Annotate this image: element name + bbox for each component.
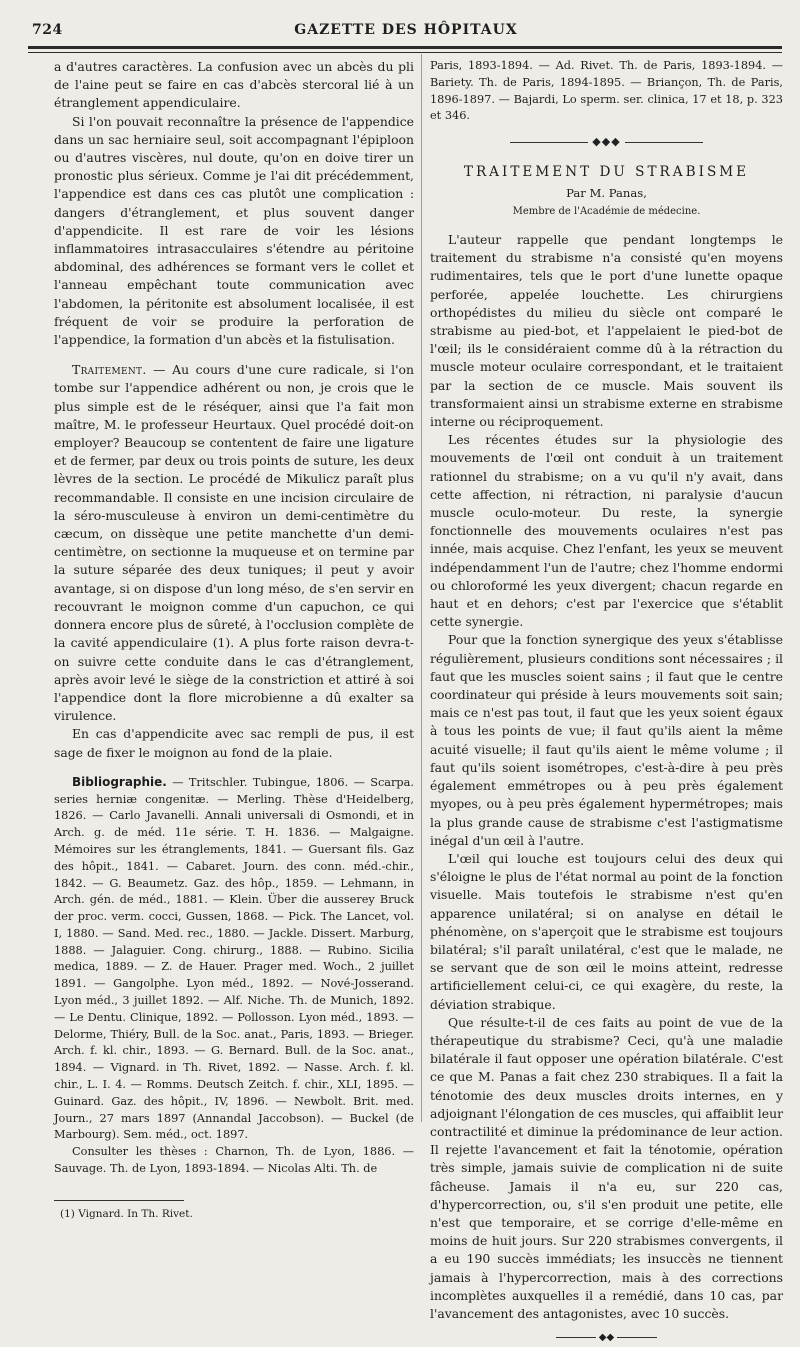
section-title: TRAITEMENT DU STRABISME <box>463 164 750 181</box>
footnote: (1) Vignard. In Th. Rivet. <box>60 1207 193 1220</box>
paragraph: Pour que la fonction synergique des yeux s'établisse régulièrement, plusieurs conditions sont nécessaires ; il faut que les muscles soient sains ; il faut que le centre coordinateur qui préside à leurs mouvements soit sain; mais ce n'est pas tout, il faut que les yeux soient égaux à tous les points de vue; il faut qu'ils aient la même acuité visuelle; il faut qu'ils aient le même volume ; il faut qu'ils soient isométropes, c'est-à-dire à peu près également emmétropes ou à peu près également myopes, ou à peu près également hypermétropes; mais la plus grande cause de strabisme c'est l'astigmatisme inégal d'un œil à l'autre. <box>430 632 783 848</box>
bibliography <box>54 774 414 1178</box>
page-header <box>30 18 782 44</box>
treatment-text: — Au cours d'une cure radicale, si l'on tombe sur l'appendice adhérent ou non, je crois que le plus simple est de le réséquer, ainsi que l'a fait mon maître, M. le professeur Heurtaux. Quel procédé doit-on employer? Beaucoup se contentent de faire une ligature et de fermer, par deux ou trois points de suture, les deux lèvres de la section. Le procédé de Mikulicz paraît plus recommandable. Il consiste en une incision circulaire de la séro-musculeuse à environ un demi-centimètre du cæcum, on dissèque une petite manchette d'un demi-centimètre, on sectionne la muqueuse et on termine par la suture séparée des deux tuniques; il peut y avoir avantage, si on dispose d'un long méso, de s'en servir en recouvrant le moignon comme d'un capuchon, ce qui donnera encore plus de sûreté, à l'occlusion complète de la cavité appendiculaire (1). A plus forte raison devra-t-on suivre cette conduite dans le cas d'étranglement, après avoir levé le siège de la constriction et attiré à soi l'appendice dont la flore microbienne a dû exalter sa virulence. <box>54 362 414 724</box>
footnote-rule <box>54 1200 184 1201</box>
paragraph: L'auteur rappelle que pendant longtemps le traitement du strabisme n'a consisté qu'en moyens rudimentaires, tels que le port d'une lunette opaque perforée, appelée louchette. Les chirurgiens orthopédistes du milieu du siècle ont comparé le strabisme au pied-bot, et l'appelaient le pied-bot de l'œil; ils le considéraient comme dû à la rétraction du muscle moteur oculaire correspondant, et le traitaient par la section de ce muscle. Mais souvent ils transformaient ainsi un strabisme externe en strabisme interne ou réciproquement. <box>430 232 783 430</box>
paragraph: Si l'on pouvait reconnaître la présence de l'appendice dans un sac herniaire seul, soit accompagnant l'épiploon ou d'autres viscères, nul doute, qu'on en doive tirer un pronostic plus sérieux. Comme je l'ai dit précédemment, l'appendice est dans ces cas plutôt une complication : dangers d'étranglement, et plus souvent danger d'appendicite. Il est rare de voir les lésions inflammatoires intrasacculaires s'étendre au péritoine abdominal, des adhérences se formant vers le collet et l'anneau empêchant toute communication avec l'abdomen, la péritonite est absolument localisée, il est fréquent de voir se produire la perforation de l'appendice, la formation d'un abcès et la fistulisation. <box>54 113 414 348</box>
right-column <box>430 58 783 1347</box>
end-ornament: ◆◆ <box>430 1329 783 1347</box>
bibliography-continuation: Paris, 1893-1894. — Ad. Rivet. Th. de Paris, 1893-1894. — Bariety. Th. de Paris, 1894-1895. — Briançon, Th. de Paris, 1896-1897. — Bajardi, Lo sperm. ser. clinica, 17 et 18, p. 323 et 346. <box>430 59 783 123</box>
paragraph: En cas d'appendicite avec sac rempli de pus, il est sage de fixer le moignon au fond de la plaie. <box>54 726 414 760</box>
section-author: Par M. Panas, <box>566 185 647 200</box>
page-number: 724 <box>32 22 63 38</box>
bibliography-text: — Tritschler. Tubingue, 1806. — Scarpa. series herniæ congenitæ. — Merling. Thèse d'Heidelberg, 1826. — Carlo Javanelli. Annali universali di Osmondi, et in Arch. g. de méd. 11e série. T. H. 1836. — Malgaigne. Mémoires sur les étranglements, 1841. — Guersant fils. Gaz des hôpit., 1841. — Cabaret. Journ. des conn. méd.-chir., 1842. — G. Beaumetz. Gaz. des hôp., 1859. — Lehmann, in Arch. gén. de méd., 1881. — Klein. Über die ausserey Bruck der proc. verm. cocci, Gussen, 1868. — Pick. The Lancet, vol. I, 1880. — Sand. Med. rec., 1880. — Jackle. Dissert. Marburg, 1888. — Jalaguier. Cong. chirurg., 1888. — Rubino. Sicilia medica, 1889. — Z. de Hauer. Prager med. Woch., 2 juillet 1891. — Gangolphe. Lyon méd., 1892. — Nové-Josserand. Lyon méd., 3 juillet 1892. — Alf. Niche. Th. de Munich, 1892. — Le Dentu. Clinique, 1892. — Pollosson. Lyon méd., 1893. — Delorme, Thiéry, Bull. de la Soc. anat., Paris, 1893. — Brieger. Arch. f. kl. chir., 1893. — G. Bernard. Bull. de la Soc. anat., 1894. — Vignard. in Th. Rivet, 1892. — Nasse. Arch. f. kl. chir., L. I. 4. — Romms. Deutsch Zeitch. f. chir., XLI, 1895. — Guinard. Gaz. des hôpit., IV, 1896. — Newbolt. Brit. med. Journ., 27 mars 1897 (Annandal Jaccobson). — Buckel (de Marbourg). Sem. méd., oct. 1897. <box>54 775 414 1142</box>
section-author-title: Membre de l'Académie de médecine. <box>512 205 701 217</box>
left-column <box>54 58 414 1221</box>
bibliography-heading: Bibliographie. <box>72 774 167 789</box>
paragraph: Les récentes études sur la physiologie des mouvements de l'œil ont conduit à un traitement rationnel du strabisme; on a vu qu'il n'y avait, dans cette affection, ni rétraction, ni paralysie d'aucun muscle oculo-moteur. Du reste, la synergie fonctionnelle des mouvements oculaires n'est pas innée, mais acquise. Chez l'enfant, les yeux se meuvent indépendamment l'un de l'autre; chez l'homme endormi ou chloroformé les yeux divergent; chacun regarde en haut et en dehors; c'est par l'exercice que s'établit cette synergie. <box>430 432 783 630</box>
treatment-label: Traitement. <box>72 362 147 378</box>
header-rule-thick <box>28 46 782 49</box>
paragraph: Que résulte-t-il de ces faits au point de vue de la thérapeutique du strabisme? Ceci, qu'à une maladie bilatérale il faut opposer une opération bilatérale. C'est ce que M. Panas a fait chez 230 strabiques. Il a fait la ténotomie des deux muscles droits internes, en y adjoignant l'élongation de ces muscles, qui affaiblit leur contractilité et diminue la prédominance de leur action. Il rejette l'avancement et fait la ténotomie, opération très simple, jamais suivie de complication ni de suite fâcheuse. Jamais il n'a eu, sur 220 cas, d'hypercorrection, ou, s'il s'en produit une petite, elle n'est que temporaire, et se corrige d'elle-même en moins de huit jours. Sur 220 strabismes convergents, il a eu 190 succès immédiats; les insuccès ne tiennent jamais à l'hypercorrection, mais à des corrections incomplètes auxquelles il a remédié, dans 10 cas, par l'avancement des antagonistes, avec 10 succès. <box>430 1014 783 1321</box>
journal-title: GAZETTE DES HÔPITAUX <box>294 22 518 38</box>
bibliography-theses: Consulter les thèses : Charnon, Th. de Lyon, 1886. — Sauvage. Th. de Lyon, 1893-1894. — Nicolas Alti. Th. de <box>54 1145 414 1176</box>
treatment-paragraph <box>54 361 414 725</box>
section-ornament: ◆◆◆ <box>430 133 783 151</box>
paragraph: L'œil qui louche est toujours celui des deux qui s'éloigne le plus de l'état normal au point de la fonction visuelle. Mais toutefois le strabisme n'est qu'en apparence unilatéral; si on analyse en détail le phénomène, on s'aperçoit que le strabisme est toujours bilatéral; s'il paraît unilatéral, c'est que le malade, ne se servant que de son œil le moins atteint, redresse artificiellement celui-ci, ce qui exagère, du reste, la déviation strabique. <box>430 850 783 1012</box>
header-rule-thin <box>28 52 782 53</box>
column-divider <box>421 54 422 1122</box>
paragraph: a d'autres caractères. La confusion avec un abcès du pli de l'aine peut se faire en cas d'abcès stercoral lié à un étranglement appendiculaire. <box>54 59 414 111</box>
